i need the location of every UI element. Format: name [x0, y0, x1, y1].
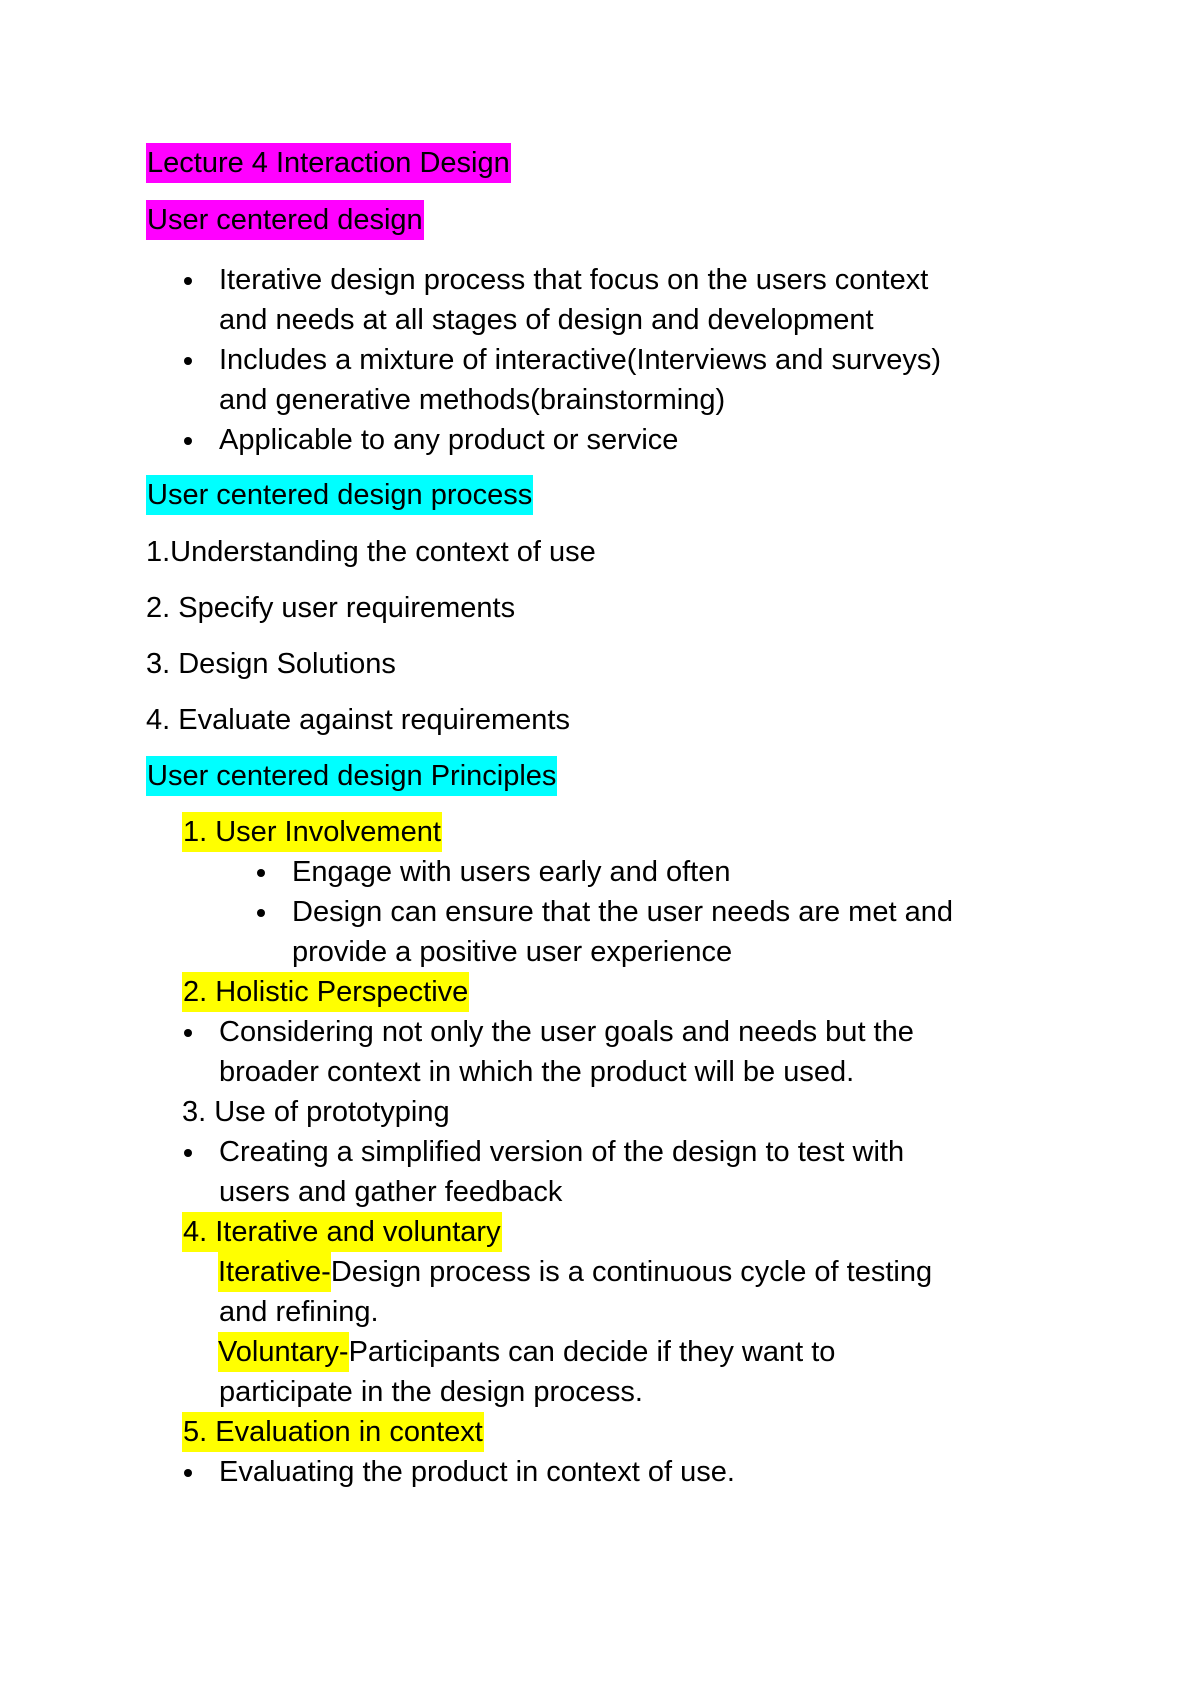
process-step-1: 1.Understanding the context of use	[146, 536, 596, 568]
principle-5-label	[182, 1412, 484, 1452]
principle-4-voluntary-line-1	[218, 1332, 835, 1372]
principle-4-text: 4. Iterative and voluntary	[182, 1212, 502, 1252]
bullet-dot	[184, 1469, 192, 1477]
principle-3-label: 3. Use of prototyping	[182, 1096, 450, 1128]
principle-5-bullet-1: Evaluating the product in context of use.	[219, 1456, 735, 1488]
voluntary-term: Voluntary-	[218, 1332, 349, 1372]
process-step-2: 2. Specify user requirements	[146, 592, 516, 624]
ucd-bullet-1-line-1: Iterative design process that focus on the users context	[219, 264, 929, 296]
principle-1-bullet-1: Engage with users early and often	[292, 856, 731, 888]
principle-2-bullet-1-line-1: Considering not only the user goals and needs but the	[219, 1016, 914, 1048]
principle-4-iterative-line-1	[218, 1252, 932, 1292]
ucd-bullet-1-line-2: and needs at all stages of design and development	[219, 304, 874, 336]
heading-process	[146, 475, 533, 515]
voluntary-text: Participants can decide if they want to	[348, 1336, 836, 1368]
principle-4-voluntary-line-2: participate in the design process.	[219, 1376, 643, 1408]
principle-1-label	[182, 812, 442, 852]
bullet-dot	[257, 909, 265, 917]
principle-3-bullet-1-line-2: users and gather feedback	[219, 1176, 563, 1208]
process-step-4: 4. Evaluate against requirements	[146, 704, 570, 736]
ucd-bullet-3-line-1: Applicable to any product or service	[219, 424, 679, 456]
iterative-term: Iterative-	[218, 1252, 331, 1292]
principle-1-bullet-2-line-2: provide a positive user experience	[292, 936, 733, 968]
heading-principles-text: User centered design Principles	[146, 756, 557, 796]
iterative-text: Design process is a continuous cycle of testing	[330, 1256, 933, 1288]
process-step-3: 3. Design Solutions	[146, 648, 396, 680]
bullet-dot	[184, 1029, 192, 1037]
document-title	[146, 143, 511, 183]
principle-4-iterative-line-2: and refining.	[219, 1296, 379, 1328]
bullet-dot	[184, 357, 192, 365]
bullet-dot	[184, 277, 192, 285]
bullet-dot	[184, 1149, 192, 1157]
heading-process-text: User centered design process	[146, 475, 533, 515]
heading-ucd-text: User centered design	[146, 200, 424, 240]
bullet-dot	[184, 437, 192, 445]
principle-4-label	[182, 1212, 502, 1252]
bullet-dot	[257, 869, 265, 877]
heading-ucd	[146, 200, 424, 240]
principle-5-text: 5. Evaluation in context	[182, 1412, 484, 1452]
principle-2-text: 2. Holistic Perspective	[182, 972, 469, 1012]
principle-2-bullet-1-line-2: broader context in which the product will be used.	[219, 1056, 855, 1088]
principle-1-bullet-2-line-1: Design can ensure that the user needs are met and	[292, 896, 953, 928]
title-text: Lecture 4 Interaction Design	[146, 143, 511, 183]
heading-principles	[146, 756, 557, 796]
principle-3-bullet-1-line-1: Creating a simplified version of the design to test with	[219, 1136, 905, 1168]
ucd-bullet-2-line-1: Includes a mixture of interactive(Interviews and surveys)	[219, 344, 942, 376]
principle-2-label	[182, 972, 469, 1012]
principle-1-text: 1. User Involvement	[182, 812, 442, 852]
ucd-bullet-2-line-2: and generative methods(brainstorming)	[219, 384, 726, 416]
